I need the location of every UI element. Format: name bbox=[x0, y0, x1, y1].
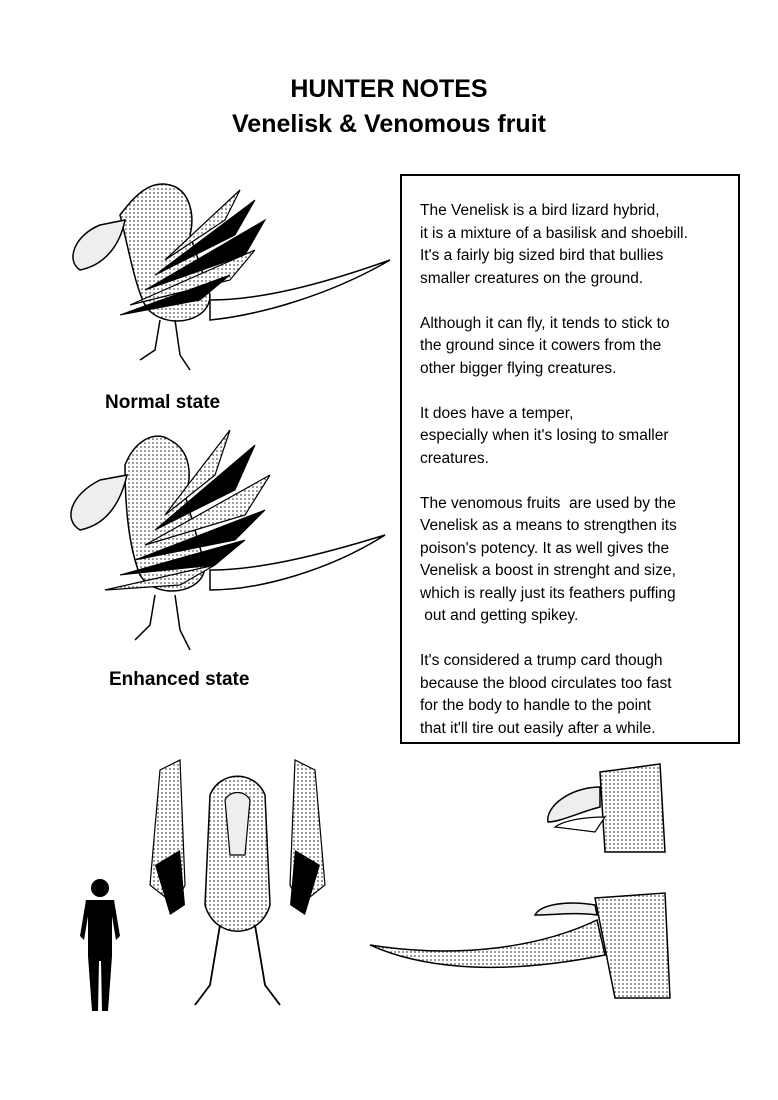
enhanced-state-label: Enhanced state bbox=[109, 669, 250, 690]
hunter-notes-textbox bbox=[400, 174, 740, 744]
notes-line: it is a mixture of a basilisk and shoebill. bbox=[420, 224, 688, 242]
notes-line: poison's potency. It as well gives the bbox=[420, 539, 670, 557]
venelisk-head-closed-illustration bbox=[540, 762, 675, 862]
venelisk-front-view-illustration bbox=[140, 755, 335, 1020]
notes-line: for the body to handle to the point bbox=[420, 697, 651, 714]
notes-line: creatures. bbox=[420, 449, 489, 467]
notes-line: The Venelisk is a bird lizard hybrid, bbox=[420, 202, 660, 219]
notes-paragraph bbox=[420, 403, 728, 471]
notes-line: Venelisk as a means to strengthen its bbox=[420, 517, 677, 534]
venelisk-head-open-tongue-illustration bbox=[365, 890, 675, 1005]
notes-line: other bigger flying creatures. bbox=[420, 359, 617, 377]
notes-line: which is really just its feathers puffing bbox=[420, 584, 676, 602]
notes-line: especially when it's losing to smaller bbox=[420, 427, 669, 444]
notes-line: It's a fairly big sized bird that bullies bbox=[420, 247, 664, 264]
page-subtitle: Venelisk & Venomous fruit bbox=[232, 110, 546, 138]
notes-line: The venomous fruits are used by the bbox=[420, 494, 676, 512]
notes-line: It's considered a trump card though bbox=[420, 652, 663, 669]
page-title: HUNTER NOTES bbox=[290, 75, 488, 103]
notes-line: Although it can fly, it tends to stick to bbox=[420, 314, 670, 332]
notes-paragraph bbox=[420, 493, 728, 628]
notes-paragraph bbox=[420, 200, 728, 290]
venelisk-enhanced-illustration bbox=[55, 425, 390, 660]
normal-state-label: Normal state bbox=[105, 392, 221, 413]
notes-paragraph bbox=[420, 313, 728, 381]
notes-paragraph bbox=[420, 650, 728, 740]
notes-line: out and getting spikey. bbox=[420, 607, 579, 624]
notes-line: the ground since it cowers from the bbox=[420, 337, 662, 354]
notes-line: that it'll tire out easily after a while. bbox=[420, 719, 656, 737]
notes-line: smaller creatures on the ground. bbox=[420, 269, 644, 287]
notes-line: Venelisk a boost in strenght and size, bbox=[420, 562, 676, 579]
notes-line: because the blood circulates too fast bbox=[420, 674, 672, 692]
venelisk-normal-illustration bbox=[60, 175, 395, 385]
notes-line: It does have a temper, bbox=[420, 404, 574, 422]
human-silhouette bbox=[68, 876, 133, 1016]
